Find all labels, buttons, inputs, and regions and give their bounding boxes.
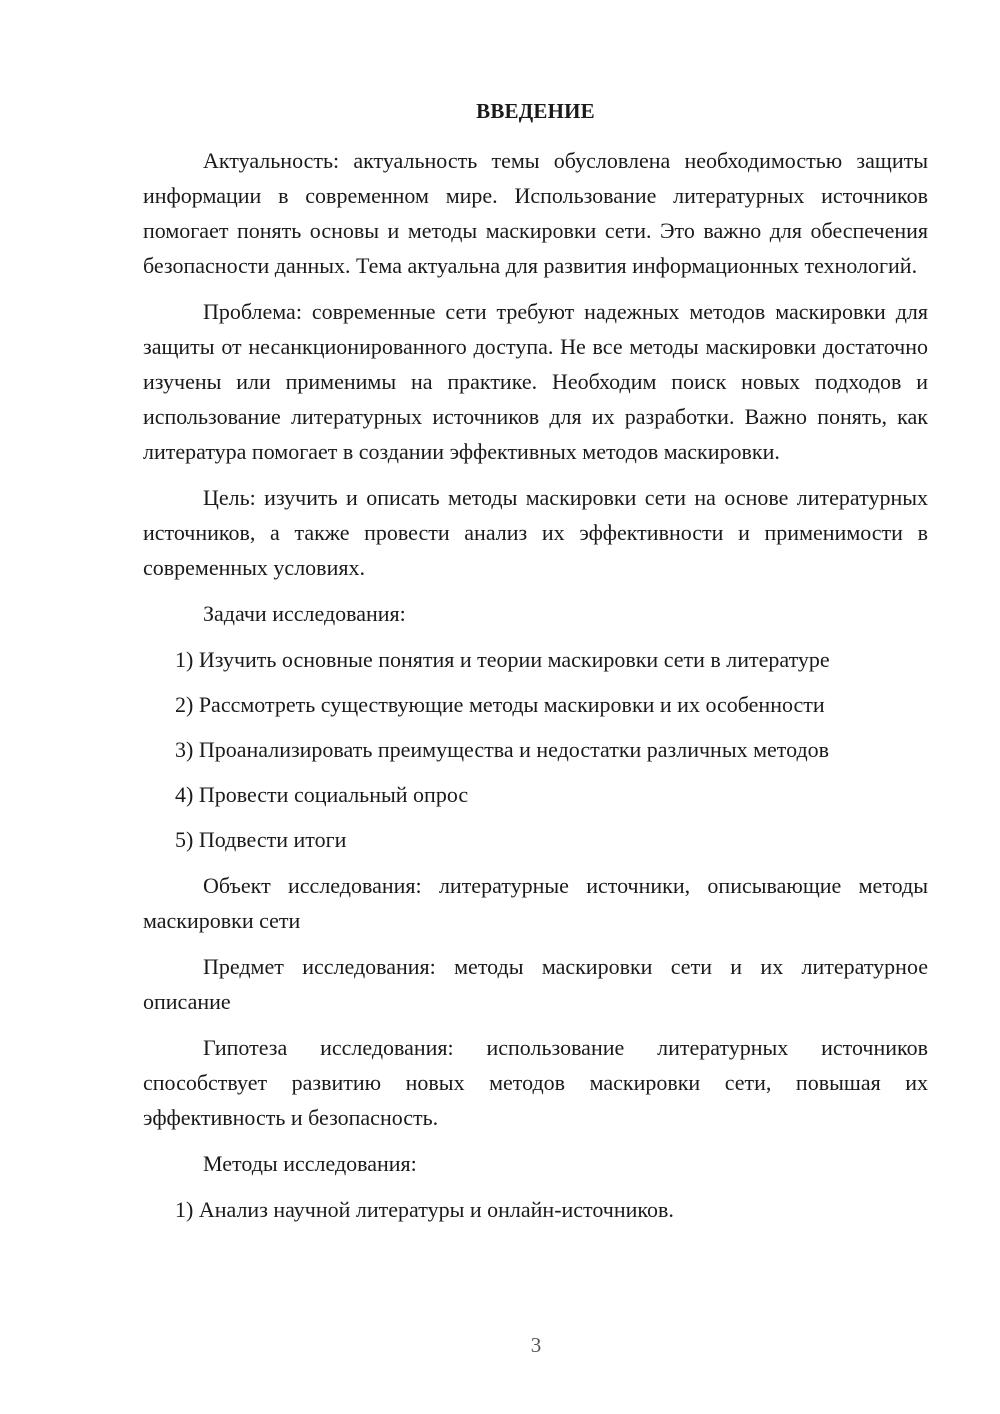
tasks-title: Задачи исследования: <box>203 601 406 626</box>
hypothesis-paragraph: Гипотеза исследования: использование литературных источников способствует развитию новых методов маскировки сети, повышая их эффективность и безопасность. <box>143 1035 928 1130</box>
list-item: 3) Проанализировать преимущества и недостатки различных методов <box>175 737 830 762</box>
section-heading: ВВЕДЕНИЕ <box>476 99 595 123</box>
methods-list <box>143 1192 928 1227</box>
page-number: 3 <box>530 1333 542 1357</box>
tasks-list <box>143 642 928 857</box>
object-paragraph: Объект исследования: литературные источники, описывающие методы маскировки сети <box>143 873 928 933</box>
goal-paragraph: Цель: изучить и описать методы маскировки сети на основе литературных источников, а также провести анализ их эффективности и применимости в современных условиях. <box>143 485 928 580</box>
subject-paragraph: Предмет исследования: методы маскировки сети и их литературное описание <box>143 954 928 1014</box>
methods-title: Методы исследования: <box>203 1151 417 1176</box>
problem-paragraph: Проблема: современные сети требуют надежных методов маскировки для защиты от несанкционированного доступа. Не все методы маскировки достаточно изучены или применимы на практике. Необходим поиск новых подходов и использование литературных источников для их разработки. Важно понять, как литература помогает в создании эффективных методов маскировки. <box>143 299 928 464</box>
list-item: 2) Рассмотреть существующие методы маскировки и их особенности <box>175 692 825 717</box>
list-item: 4) Провести социальный опрос <box>175 782 469 807</box>
relevance-paragraph: Актуальность: актуальность темы обусловлена необходимостью защиты информации в современном мире. Использование литературных источников помогает понять основы и методы маскировки сети. Это важно для обеспечения безопасности данных. Тема актуальна для развития информационных технологий. <box>143 148 928 278</box>
list-item: 1) Изучить основные понятия и теории маскировки сети в литературе <box>175 647 830 672</box>
document-page <box>143 94 928 1238</box>
list-item: 5) Подвести итоги <box>175 827 347 852</box>
list-item: 1) Анализ научной литературы и онлайн-источников. <box>175 1197 674 1222</box>
